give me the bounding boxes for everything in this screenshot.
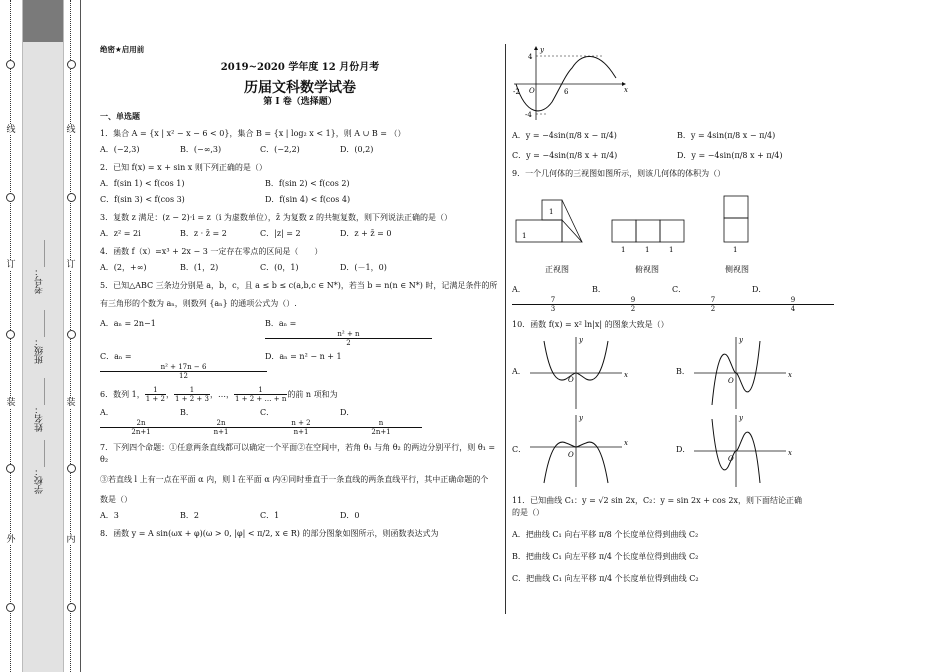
binding-hole	[6, 603, 15, 612]
view-labels	[512, 264, 782, 276]
question-stem: 6．数列 1，	[100, 389, 145, 399]
margin-char: 外	[6, 535, 16, 545]
margin-char: 线	[6, 125, 16, 135]
graph-options-row	[512, 411, 802, 489]
id-field: 考号：______	[35, 240, 45, 294]
option-a[interactable]: A．把曲线 C₁ 向右平移 π/8 个长度单位得到曲线 C₂	[512, 530, 699, 539]
margin-char: 线	[66, 125, 76, 135]
question-11	[512, 495, 802, 585]
svg-text:y: y	[739, 414, 743, 422]
graph-option-b[interactable]	[690, 333, 800, 411]
dim-label: 1	[621, 246, 626, 254]
school-field: 学校：______	[35, 440, 45, 494]
option-b[interactable]: B．f(sin 2) < f(cos 2)	[265, 179, 350, 188]
option-a[interactable]: A． $\frac{7}{3}$	[512, 284, 592, 313]
gray-header-block	[23, 0, 63, 42]
margin-char: 装	[6, 398, 16, 408]
option-c[interactable]: C．(0，1)	[260, 263, 299, 272]
top-view-cell	[636, 220, 660, 242]
option-d[interactable]: D． $\frac{9}{4}$	[752, 284, 832, 313]
question-stem-cont: 有三角形的个数为 aₙ，则数列 {aₙ} 的通项公式为（）.	[100, 299, 297, 308]
question-8	[100, 528, 500, 540]
svg-text:O: O	[728, 377, 734, 385]
top-view-cell	[612, 220, 636, 242]
option-b[interactable]: B．	[676, 367, 690, 376]
option-d[interactable]: D．z + z̄ = 0	[340, 229, 392, 238]
binding-hole	[67, 193, 76, 202]
y-min-label: -4	[525, 111, 532, 119]
question-stem: 9．一个几何体的三视图如图所示，则该几何体的体积为（）	[512, 169, 726, 178]
name-field: 姓名：______	[35, 378, 45, 432]
option-b[interactable]: B． $\frac{2n}{n+1}$	[180, 407, 260, 436]
option-d[interactable]: D．	[676, 445, 691, 454]
svg-text:x: x	[624, 371, 628, 379]
option-d[interactable]: D．(0,2)	[340, 145, 374, 154]
binding-hole	[6, 193, 15, 202]
fraction: $\frac{1}{1 + 2 + 3}$	[174, 386, 209, 403]
question-stem: 7．下列四个命题：①任意两条直线都可以确定一个平面②在空间中，若角 θ₁ 与角 θ₂ 的两边分别平行，则 θ₁ = θ₂	[100, 443, 496, 464]
dim-label: 1	[549, 208, 554, 216]
option-c[interactable]: C．y = −4sin(π/8 x + π/4)	[512, 151, 618, 160]
graph-option-c[interactable]	[526, 411, 676, 489]
option-b[interactable]: B．aₙ = $\frac{\text{n² + n}}{2}$	[265, 318, 430, 347]
option-c[interactable]: C．f(sin 3) < f(cos 3)	[100, 195, 185, 204]
exam-name: 2019~2020 学年度 12 月份月考	[220, 62, 380, 73]
right-column	[512, 44, 802, 585]
question-1	[100, 128, 500, 156]
option-d[interactable]: D．aₙ = n² − n + 1	[265, 352, 342, 361]
question-7	[100, 442, 500, 522]
graph-option-a[interactable]	[526, 333, 676, 411]
question-3	[100, 212, 500, 240]
view-label: 正视图	[545, 265, 569, 274]
question-stem-cont: 数是（）	[100, 495, 132, 504]
question-4	[100, 246, 500, 274]
option-c[interactable]: C． $\frac{n + 2}{n+1}$	[260, 407, 340, 436]
sine-graph-figure	[512, 44, 632, 122]
question-stem: 11．已知曲线 C₁：y = √2 sin 2x，C₂：y = sin 2x + cos 2x，则下面结论正确的是（）	[512, 496, 802, 517]
question-stem: 2．已知 f(x) = x + sin x 则下列正确的是（）	[100, 163, 267, 172]
view-label: 俯视图	[635, 265, 659, 274]
dim-label: 1	[733, 246, 738, 254]
question-stem: 8．函数 y = A sin(ωx + φ)(ω > 0, |φ| < π/2, x ∈ R) 的部分图象如图所示，则函数表达式为	[100, 529, 439, 538]
option-a[interactable]: A．aₙ = 2n−1	[100, 319, 156, 328]
question-stem: 3．复数 z 满足：(z − 2)·i = z（i 为虚数单位），z̄ 为复数 z 的共轭复数，则下列说法正确的是（）	[100, 213, 452, 222]
question-stem: 4．函数 f（x）=x³ + 2x − 3 一定存在零点的区间是（ ）	[100, 247, 323, 256]
option-d[interactable]: D．(－1，0)	[340, 263, 387, 272]
option-a[interactable]: A．(−2,3)	[100, 145, 140, 154]
binding-hole	[67, 330, 76, 339]
question-5	[100, 280, 500, 380]
answer-options	[100, 228, 500, 240]
answer-options	[512, 150, 802, 162]
x-axis-label: x	[624, 86, 628, 94]
answer-options	[100, 178, 500, 190]
option-d[interactable]: D．y = −4sin(π/8 x + π/4)	[677, 151, 783, 160]
answer-options	[100, 262, 500, 274]
fraction: $\frac{1}{1 + 2 + \dots + n}$	[234, 386, 287, 403]
answer-options	[100, 407, 500, 436]
svg-text:O: O	[568, 376, 574, 384]
three-view-figure	[512, 184, 792, 258]
option-c[interactable]: C． $\frac{7}{2}$	[672, 284, 752, 313]
option-b[interactable]: B．(1，2)	[180, 263, 219, 272]
fraction: $\frac{\text{n² + n}}{2}$	[265, 330, 430, 347]
binding-hole	[6, 464, 15, 473]
option-b[interactable]: B．(−∞,3)	[180, 145, 222, 154]
option-d[interactable]: D．f(sin 4) < f(cos 4)	[265, 195, 351, 204]
svg-text:x: x	[624, 439, 628, 447]
margin-char: 装	[66, 398, 76, 408]
option-c[interactable]: C．把曲线 C₁ 向左平移 π/4 个长度单位得到曲线 C₂	[512, 574, 699, 583]
svg-text:x: x	[788, 449, 792, 457]
margin-char: 内	[66, 535, 76, 545]
svg-text:x: x	[788, 371, 792, 379]
binding-hole	[67, 60, 76, 69]
question-stem: 10．函数 f(x) = x² ln|x| 的图象大致是（）	[512, 320, 669, 329]
option-b[interactable]: B．y = 4sin(π/8 x − π/4)	[677, 131, 776, 140]
answer-options	[512, 130, 802, 142]
option-a[interactable]: A．3	[100, 511, 119, 520]
question-2	[100, 162, 500, 206]
option-a[interactable]: A．	[512, 367, 526, 376]
graph-option-d[interactable]	[690, 411, 800, 489]
option-b[interactable]: B． $\frac{9}{2}$	[592, 284, 672, 313]
dim-label: 1	[669, 246, 674, 254]
top-view-cell	[660, 220, 684, 242]
question-stem: 1．集合 A = {x | x² − x − 6 < 0}，集合 B = {x | log₂ x < 1}，则 A ∪ B = （）	[100, 129, 406, 138]
svg-text:y: y	[739, 336, 743, 344]
fraction: $\frac{\text{n² + 17n − 6}}{12}$	[100, 363, 265, 380]
option-c[interactable]: C．1	[260, 511, 280, 520]
section-heading: 一、单选题	[100, 111, 140, 121]
option-a[interactable]: A． $\frac{2n}{2n+1}$	[100, 407, 180, 436]
question-9	[512, 168, 802, 313]
question-6: 6．数列 1， $\frac{1}{1 + 2}$ ， $\frac{1}{1 + 2 + 3}$ ，…， $\frac{1}{1 + 2 + \dots + n}$ 的前 n 项和为	[100, 386, 338, 403]
answer-options	[100, 318, 500, 347]
margin-char: 订	[6, 260, 16, 270]
y-max-label: 4	[528, 53, 533, 61]
dim-label: 1	[645, 246, 650, 254]
svg-text:O: O	[728, 455, 734, 463]
column-divider	[505, 44, 507, 614]
option-b[interactable]: B．把曲线 C₁ 向左平移 π/4 个长度单位得到曲线 C₂	[512, 552, 699, 561]
answer-options	[512, 284, 802, 313]
binding-hole	[6, 60, 15, 69]
option-b[interactable]: B．2	[180, 511, 199, 520]
option-a[interactable]: A．z² = 2i	[100, 229, 141, 238]
margin-char: 订	[66, 260, 76, 270]
y-axis-arrow	[534, 46, 538, 50]
option-c[interactable]: C．	[512, 445, 527, 454]
front-view-triangle	[562, 220, 582, 242]
option-a[interactable]: A．(2，+∞)	[100, 263, 147, 272]
binding-hole	[67, 603, 76, 612]
graph-options-row	[512, 333, 802, 411]
view-label: 侧视图	[725, 265, 749, 274]
answer-options	[100, 194, 500, 206]
front-view-slope	[562, 200, 582, 242]
option-d[interactable]: D．0	[340, 511, 360, 520]
y-axis-label: y	[540, 46, 544, 54]
fraction: $\frac{1}{1 + 2}$	[145, 386, 165, 403]
option-d[interactable]: D． $\frac{n}{2n+1}$	[340, 407, 420, 436]
option-a[interactable]: A．y = −4sin(π/8 x − π/4)	[512, 131, 617, 140]
origin-label: O	[529, 87, 535, 95]
class-field: 班级：______	[35, 310, 45, 364]
margin-rule	[80, 0, 81, 672]
left-column	[100, 44, 500, 540]
question-10	[512, 319, 802, 489]
dim-label: 1	[522, 232, 527, 240]
secret-label: 绝密★启用前	[100, 45, 145, 54]
volume-label: 第 I 卷（选择题）	[263, 97, 337, 107]
option-c[interactable]: C．|z| = 2	[260, 229, 301, 238]
option-b[interactable]: B．z · z̄ = 2	[180, 229, 227, 238]
binding-hole	[6, 330, 15, 339]
svg-text:O: O	[568, 451, 574, 459]
x-pos-label: 6	[564, 88, 569, 96]
binding-hole	[67, 464, 76, 473]
answer-options	[100, 351, 500, 380]
page-title: 历届文科数学试卷	[244, 80, 356, 96]
answer-options	[100, 510, 500, 522]
side-view-cell	[724, 196, 748, 218]
option-c[interactable]: C．aₙ = $\frac{\text{n² + 17n − 6}}{12}$	[100, 351, 265, 380]
option-c[interactable]: C．(−2,2)	[260, 145, 300, 154]
svg-text:y: y	[579, 414, 583, 422]
side-view-cell	[724, 218, 748, 242]
x-neg-label: -2	[513, 88, 520, 96]
answer-options	[100, 144, 500, 156]
svg-text:y: y	[579, 336, 583, 344]
option-a[interactable]: A．f(sin 1) < f(cos 1)	[100, 179, 185, 188]
question-stem: 5．已知△ABC 三条边分别是 a，b，c，且 a ≤ b ≤ c(a,b,c ∈ N*)，若当 b = n(n ∈ N*) 时，记满足条件的所	[100, 281, 498, 290]
question-stem-cont: ③若直线 l 上有一点在平面 α 内，则 l 在平面 α 内④同时垂直于一条直线的两条直线平行，其中正确命题的个	[100, 475, 489, 484]
